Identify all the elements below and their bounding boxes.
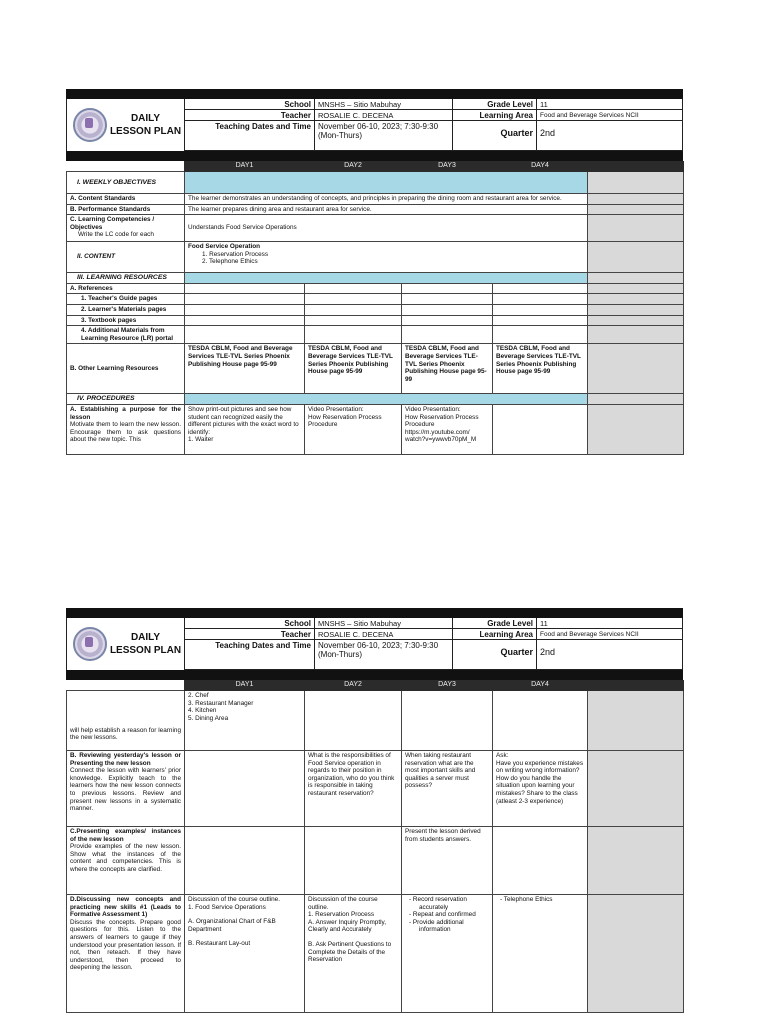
header (66, 618, 683, 670)
list-item: - Telephone Ethics (510, 896, 584, 904)
weekly-objectives-heading: I. WEEKLY OBJECTIVES (67, 172, 185, 194)
document-title: DAILY LESSON PLAN (109, 632, 182, 656)
header-info-grid (185, 99, 682, 151)
day3-list (405, 896, 489, 934)
day-header-row (67, 162, 684, 172)
list-item: - Provide additional information (419, 919, 489, 934)
performance-standards-row: B. Performance Standards The learner prepares dining area and restaurant area for service. (67, 204, 684, 215)
references-row: A. References (67, 283, 684, 294)
school-value: MNSHS – Sitio Mabuhay (315, 99, 453, 110)
top-bar (66, 89, 683, 99)
lesson-table-1 (66, 161, 684, 455)
header-info-grid: School MNSHS – Sitio Mabuhay Grade Level 11 Teacher ROSALIE C. DECENA Learning Area Food and Beverage Services NCII Teaching Dates and Time November 06-10, 2023; 7:30-9:30 (Mon-Thurs) Quarter 2nd (185, 618, 682, 670)
reviewing-row: B. Reviewing yesterday's lesson or Presenting the new lesson Connect the lesson with learners' prior knowledge. Explicitly teach to the learners how the new lesson connects to previous lessons. Review and present new lessons in a systematic manner. What is the responsibilities of Food Service operation in regards to their position in organization, who do you think is responsible in taking restaurant reservation? When taking restaurant reservation what are the most important skills and qualities a server must possess? Ask: Have you experience mistakes on writing wrong information? How do you handle the situation upon learning your mistakes? Share to the class (atleast 2-3 experience) (67, 751, 684, 827)
procedures-row: IV. PROCEDURES (67, 394, 684, 405)
lesson-table-2 (66, 680, 684, 1013)
competencies-row: C. Learning Competencies / Objectives Write the LC code for each Understands Food Service Operations (67, 215, 684, 242)
content-standards-row: A. Content Standards The learner demonstrates an understanding of concepts, and principles in preparing the dining room and restaurant area for service. (67, 194, 684, 205)
deped-seal-icon (73, 627, 107, 661)
day4-header: DAY4 (493, 162, 588, 172)
establishing-row: A. Establishing a purpose for the lesson Motivate them to learn the new lesson. Encourage them to ask questions about the new topic. This Show print-out pictures and see how student can recognized easily the different pictures with the exact word to identify: 1. Waiter Video Presentation: How Reservation Process Procedure Video Presentation: How Reservation Process Procedure https://m.youtube.com/ watch?v=ywwvb70pM_M (67, 404, 684, 454)
document-title: DAILY LESSON PLAN (109, 113, 182, 137)
presenting-row: C.Presenting examples/ instances of the new lesson Provide examples of the new lesson. Show what the instances of the content and competencies. This is where the concepts are clarified. Present the lesson derived from students answers. (67, 827, 684, 895)
weekly-objectives-row (67, 172, 684, 194)
logo-cell (67, 618, 185, 670)
list-item: - Record reservation accurately (419, 896, 489, 911)
additional-materials-row: 4. Additional Materials from Learning Resource (LR) portal (67, 326, 684, 344)
grade-value: 11 (537, 99, 682, 110)
quarter-label: Quarter (453, 121, 537, 151)
top-bar (66, 608, 683, 618)
logo-cell (67, 99, 185, 151)
other-resource-day3: TESDA CBLM, Food and Beverage Services TLE-TVL Series Phoenix Publishing House page 95-99 (402, 344, 493, 394)
teacher-value: ROSALIE C. DECENA (315, 110, 453, 121)
day3-header: DAY3 (402, 162, 493, 172)
day-header-row: DAY1 DAY2 DAY3 DAY4 (67, 681, 684, 691)
dates-label: Teaching Dates and Time (185, 121, 315, 151)
content-item: 1. Reservation Process (202, 250, 269, 258)
discussing-row: D.Discussing new concepts and practicing new skills #1 (Leads to Formative Assessment 1) Discuss the concepts. Prepare good questions for this. Listen to the answers of learners to gauge if they understood your presentation lesson. If not, then reteach. If they have understood, then proceed to deepening the lesson. Discussion of the course outline. 1. Food Service Operations A. Organizational Chart of F&B Department B. Restaurant Lay-out Discussion of the course outline. 1. Reservation Process A. Answer Inquiry Promptly, Clearly and Accurately B. Ask Pertinent Questions to Complete the Details of the Reservation - Record reservation accurately - Repeat and confirmed - Provide additional information - Telephone Ethics (67, 895, 684, 1013)
teachers-guide-row: 1. Teacher's Guide pages (67, 294, 684, 305)
teacher-label: Teacher (185, 110, 315, 121)
content-row: II. CONTENT Food Service Operation 1. Reservation Process 2. Telephone Ethics (67, 242, 684, 273)
day2-header: DAY2 (305, 162, 402, 172)
establishing-cont-row: will help establish a reason for learning the new lessons. 2. Chef 3. Restaurant Manager 4. Kitchen 5. Dining Area (67, 691, 684, 751)
dates-value: November 06-10, 2023; 7:30-9:30 (Mon-Thurs) (315, 121, 453, 151)
divider-bar (66, 151, 683, 161)
performance-standards-text: The learner prepares dining area and restaurant area for service. (185, 204, 588, 215)
other-resource-day4: TESDA CBLM, Food and Beverage Services TLE-TVL Series Phoenix Publishing House page 95-99 (493, 344, 588, 394)
day1-header: DAY1 (185, 162, 305, 172)
school-label: School (185, 99, 315, 110)
learners-materials-row: 2. Learner's Materials pages (67, 304, 684, 315)
deped-seal-icon (73, 108, 107, 142)
lesson-plan-page-1 (66, 89, 683, 455)
learning-resources-row: III. LEARNING RESOURCES (67, 273, 684, 284)
other-resource-day1: TESDA CBLM, Food and Beverage Services TLE-TVL Series Phoenix Publishing House page 95-99 (185, 344, 305, 394)
day4-list (496, 896, 584, 904)
other-resource-day2: TESDA CBLM, Food and Beverage Services TLE-TVL Series Phoenix Publishing House page 95-99 (305, 344, 402, 394)
textbook-row: 3. Textbook pages (67, 315, 684, 326)
header (66, 99, 683, 151)
content-item: 2. Telephone Ethics (202, 258, 258, 266)
quarter-value: 2nd (537, 121, 682, 151)
content-title: Food Service Operation (188, 243, 261, 251)
divider-bar (66, 670, 683, 680)
grade-label: Grade Level (453, 99, 537, 110)
list-item: - Repeat and confirmed (419, 911, 489, 919)
area-value: Food and Beverage Services NCII (537, 110, 682, 121)
competencies-text: Understands Food Service Operations (185, 215, 588, 242)
lesson-plan-page-2 (66, 608, 683, 1013)
area-label: Learning Area (453, 110, 537, 121)
content-standards-text: The learner demonstrates an understanding of concepts, and principles in preparing the dining room and restaurant area for service. (185, 194, 588, 205)
other-resources-row: B. Other Learning Resources TESDA CBLM, Food and Beverage Services TLE-TVL Series Phoenix Publishing House page 95-99 TESDA CBLM, Food and Beverage Services TLE-TVL Series Phoenix Publishing House page 95-99 TESDA CBLM, Food and Beverage Services TLE-TVL Series Phoenix Publishing House page 95-99 TESDA CBLM, Food and Beverage Services TLE-TVL Series Phoenix Publishing House page 95-99 (67, 344, 684, 394)
